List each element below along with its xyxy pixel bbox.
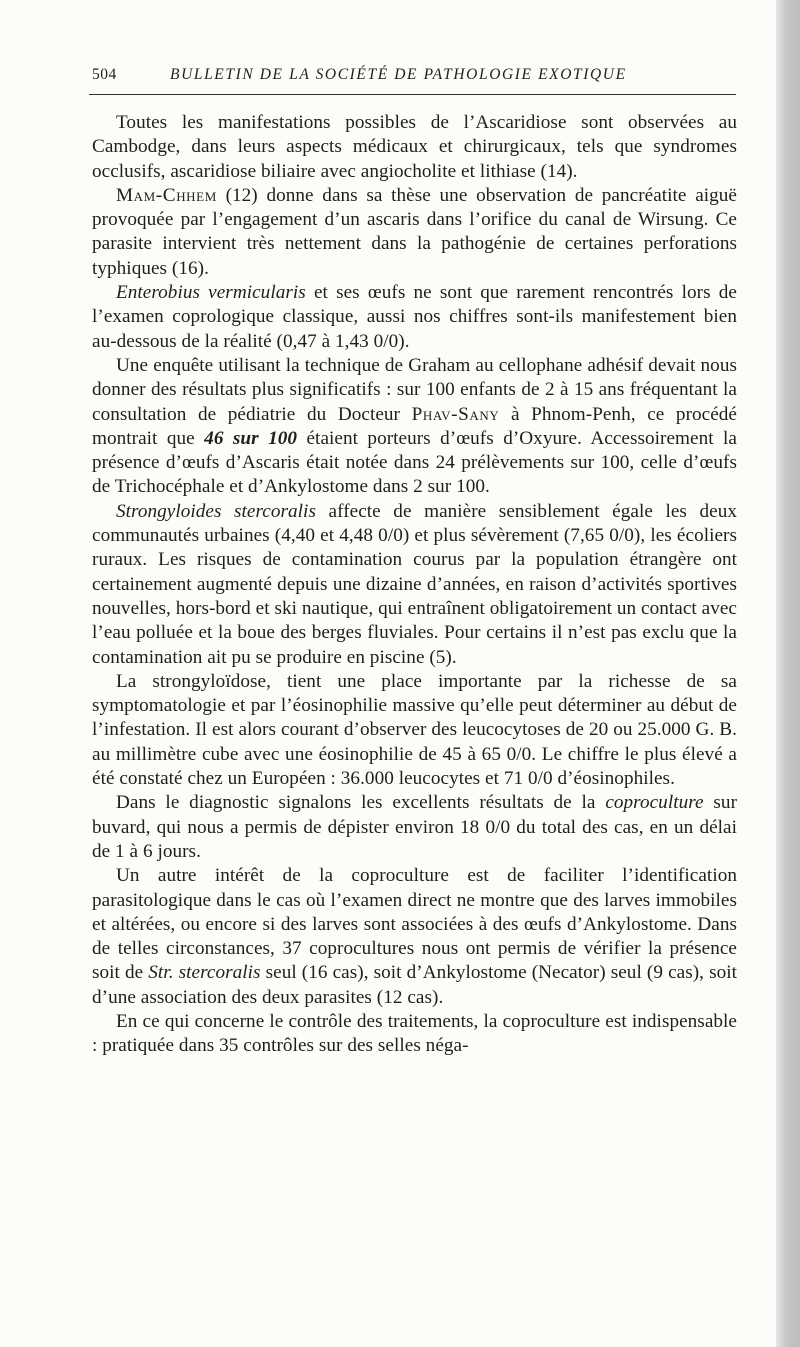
species-name: Enterobius vermicularis: [116, 282, 306, 304]
emphasis-term: coproculture: [605, 792, 704, 814]
running-header: [92, 66, 737, 90]
header-rule: [89, 94, 736, 95]
species-name: Strongyloides stercoralis: [116, 500, 316, 522]
paragraph-enterobius: Enterobius vermicularis et ses œufs ne sont que rarement rencontrés lors de l’examen coprologique classique, aussi nos chiffres sont-ils manifestement bien au-dessous de la réalité (0,47 à 1,43 0/0).: [92, 282, 737, 352]
paragraph-mam-chhem: Mam-Chhem (12) donne dans sa thèse une observation de pancréatite aiguë provoquée par l’engagement d’un ascaris dans l’orifice du canal de Wirsung. Ce parasite intervient très nettement dans la pathogénie de certaines perforations typhiques (16).: [92, 184, 737, 279]
paragraph-strongyloidose: La strongyloïdose, tient une place importante par la richesse de sa symptomatologie et par l’éosinophilie massive qu’elle peut déterminer au début de l’infestation. Il est alors courant d’observer des leucocytoses de 20 ou 25.000 G. B. au millimètre cube avec une éosinophilie de 45 à 65 0/0. Le chiffre le plus élevé a été constaté chez un Européen : 36.000 leucocytes et 71 0/0 d’éosinophiles.: [92, 670, 737, 790]
emphasis-result: 46 sur 100: [204, 427, 298, 449]
paragraph-graham-survey: Une enquête utilisant la technique de Graham au cellophane adhésif devait nous donner des résultats plus significatifs : sur 100 enfants de 2 à 15 ans fréquentant la consultation de pédiatrie du Docteur Phav-Sany à Phnom-Penh, ce procédé montrait que 46 sur 100 étaient porteurs d’œufs d’Oxyure. Accessoirement la présence d’œufs d’Ascaris était notée dans 24 prélèvements sur 100, celle d’œufs de Trichocéphale et d’Ankylostome dans 2 sur 100.: [92, 354, 737, 498]
paragraph-strongyloides: Strongyloides stercoralis affecte de manière sensiblement égale les deux communautés urbaines (4,40 et 4,48 0/0) et plus sévèrement (7,65 0/0), les écoliers ruraux. Les risques de contamination courus par la population étrangère ont certainement augmenté depuis une dizaine d’années, en raison d’activités sportives nouvelles, hors-bord et ski nautique, qui entraînent obligatoirement un contact avec l’eau polluée et la boue des berges fluviales. Pour certains il n’est pas exclu que la contamination ait pu se produire en piscine (5).: [92, 500, 738, 668]
paragraph-controle-traitements: En ce qui concerne le contrôle des traitements, la coproculture est indispensable : pratiquée dans 35 contrôles sur des selles néga-: [92, 1010, 737, 1057]
article-body: [92, 111, 737, 1059]
author-name: Mam-Chhem: [116, 184, 217, 206]
species-name: Str. stercoralis: [148, 962, 261, 984]
running-title: BULLETIN DE LA SOCIÉTÉ DE PATHOLOGIE EXOTIQUE: [170, 66, 627, 83]
paragraph-coproculture: Un autre intérêt de la coproculture est de faciliter l’identification parasitologique dans le cas où l’examen direct ne montre que des larves immobiles et altérées, ou encore si des larves sont associées à des œufs d’Ankylostome. Dans de telles circonstances, 37 coprocultures nous ont permis de vérifier la présence soit de Str. stercoralis seul (16 cas), soit d’Ankylostome (Necator) seul (9 cas), soit d’une association des deux parasites (12 cas).: [92, 865, 737, 1008]
doctor-name: Phav-Sany: [411, 403, 500, 425]
page-edge-shadow: [776, 0, 800, 1347]
journal-page: [92, 66, 737, 1059]
paragraph-diagnostic: Dans le diagnostic signalons les excellents résultats de la coproculture sur buvard, qui nous a permis de dépister environ 18 0/0 du total des cas, en un délai de 1 à 6 jours.: [92, 792, 738, 862]
paragraph-ascaridiose: Toutes les manifestations possibles de l’Ascaridiose sont observées au Cambodge, dans leurs aspects médicaux et chirurgicaux, tels que syndromes occlusifs, ascaridiose biliaire avec angiocholite et lithiase (14).: [92, 112, 737, 182]
page-number: 504: [92, 66, 117, 83]
